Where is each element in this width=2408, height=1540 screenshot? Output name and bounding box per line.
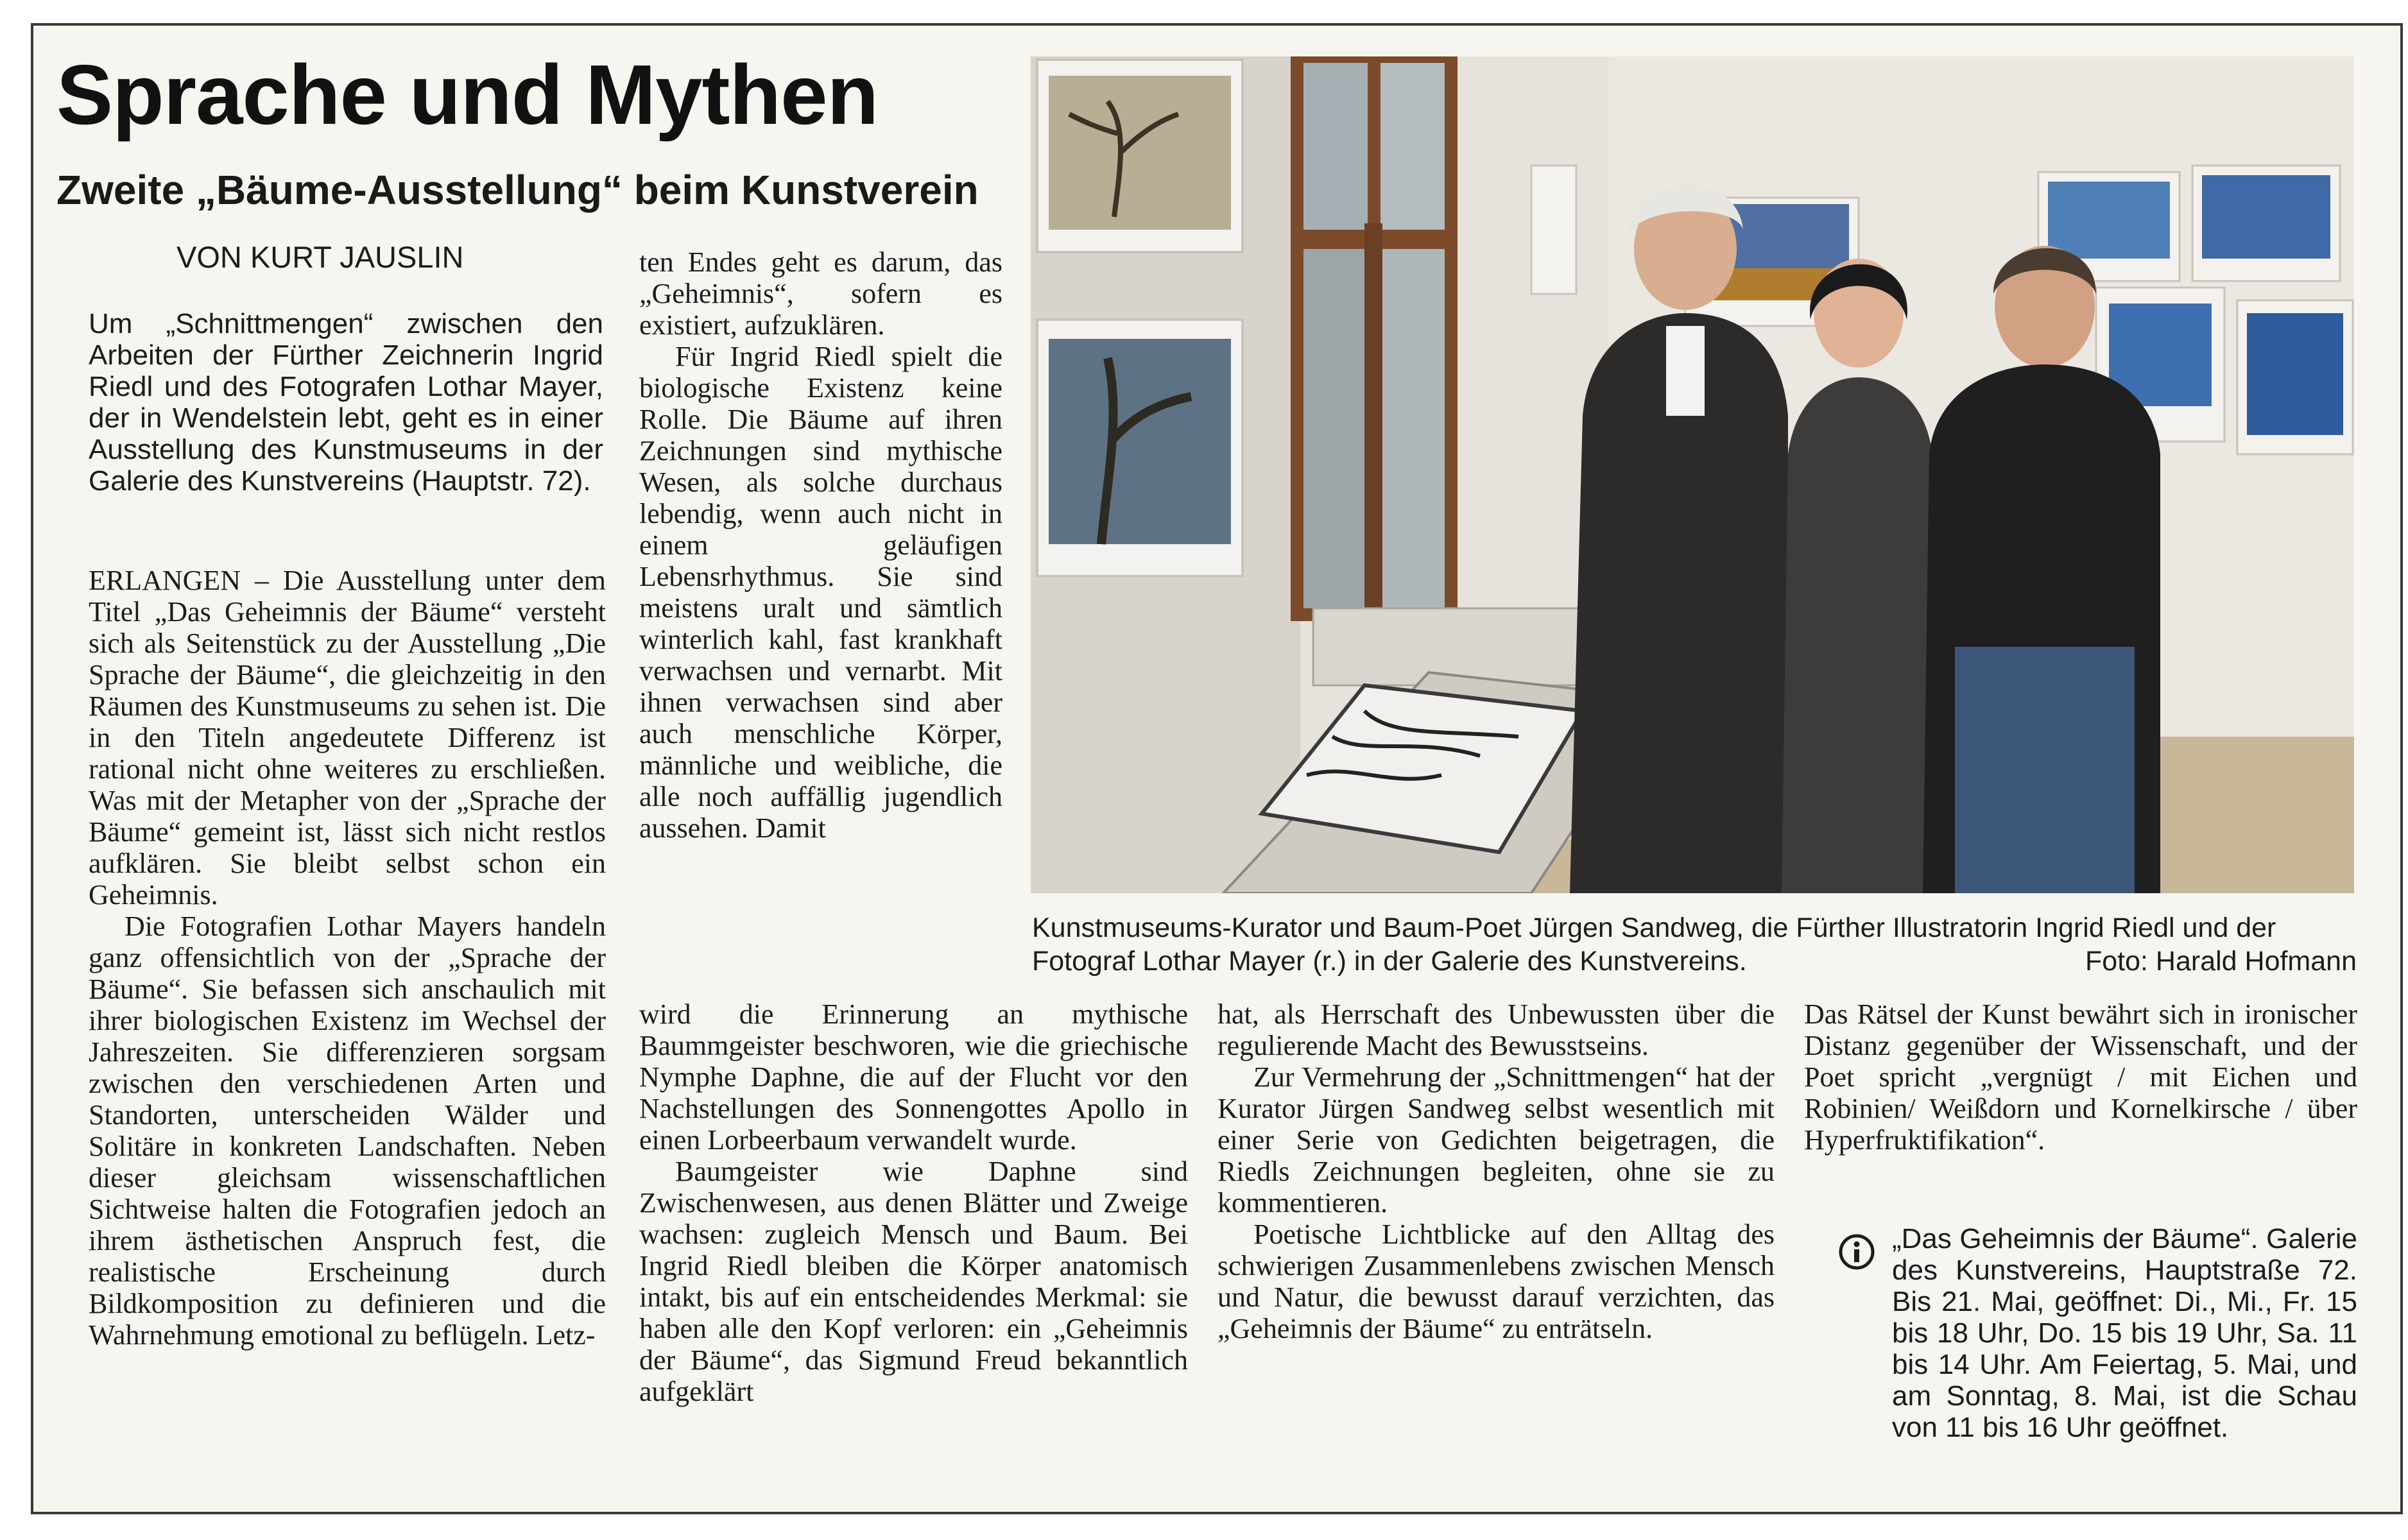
byline: VON KURT JAUSLIN [176,240,464,274]
exhibition-photo [1031,56,2354,893]
text-column-2 [639,246,1002,966]
caption-text: Kunstmuseums-Kurator und Baum-Poet Jürgen Sandweg, die Fürther Illustratorin Ingrid Riedl und der Fotograf Lothar Mayer (r.) in der Galerie des Kunstvereins. [1032,912,2276,977]
text-column-2-continued [639,998,1188,1489]
intro-paragraph: Um „Schnittmengen“ zwischen den Arbeiten der Fürther Zeichnerin Ingrid Riedl und des Fotografen Lothar Mayer, der in Wendelstein lebt, geht es in einer Ausstellung des Kunstmuseums in der Galerie des Kunstvereins (Hauptstr. 72). [89,308,603,497]
subheadline: Zweite „Bäume-Ausstellung“ beim Kunstverein [56,167,979,213]
body-paragraph: Für Ingrid Riedl spielt die biologische Existenz keine Rolle. Die Bäume auf ihren Zeichnungen sind mythische Wesen, als solche durchaus lebendig, wenn auch nicht in einem geläufigen Lebensrhythmus. Sie sind meistens uralt und sämtlich winterlich kahl, fast krankhaft verwachsen und vernarbt. Mit ihnen verwachsen sind aber auch menschliche Körper, männliche und weibliche, die alle noch auffällig jugendlich aussehen. Damit [639,341,1002,844]
body-paragraph: wird die Erinnerung an mythische Baummgeister beschworen, wie die griechische Nymphe Daphne, die auf der Flucht vor den Nachstellungen des Sonnengottes Apollo in einen Lorbeerbaum verwandelt wurde. [639,998,1188,1156]
photo-credit: Foto: Harald Hofmann [2085,946,2357,977]
body-paragraph: Baumgeister wie Daphne sind Zwischenwesen, aus denen Blätter und Zweige wachsen: zugleich Mensch und Baum. Bei Ingrid Riedl bleiben die Körper anatomisch intakt, bis auf ein entscheidendes Merkmal: sie haben alle den Kopf verloren: ein „Geheimnis der Bäume“, das Sigmund Freud bekanntlich aufgeklärt [639,1156,1188,1407]
photo-caption [1032,911,2357,978]
body-paragraph: Das Rätsel der Kunst bewährt sich in ironischer Distanz gegenüber der Wissenschaft, und der Poet spricht „vergnügt / mit Eichen und Robinien/ Weißdorn und Kornelkirsche / über Hyperfruktifikation“. [1804,998,2357,1156]
info-icon [1838,1233,1875,1270]
text-column-4 [1804,998,2357,1204]
info-box: „Das Geheimnis der Bäume“. Galerie des Kunstvereins, Hauptstraße 72. Bis 21. Mai, geöffnet: Di., Mi., Fr. 15 bis 18 Uhr, Do. 15 bis 19 Uhr, Sa. 11 bis 14 Uhr. Am Feiertag, 5. Mai, und am Sonntag, 8. Mai, ist die Schau von 11 bis 16 Uhr geöffnet. [1892,1223,2357,1443]
body-paragraph: ten Endes geht es darum, das „Geheimnis“, sofern es existiert, aufzuklären. [639,246,1002,341]
body-paragraph: Zur Vermehrung der „Schnittmengen“ hat der Kurator Jürgen Sandweg selbst wesentlich mit einer Serie von Gedichten beigetragen, die Riedls Zeichnungen begleiten, ohne sie zu kommentieren. [1217,1061,1775,1219]
photo-illustration [1031,56,2354,893]
body-paragraph: Poetische Lichtblicke auf den Alltag des schwierigen Zusammenlebens zwischen Mensch und Natur, die bewusst darauf verzichten, das „Geheimnis der Bäume“ zu enträtseln. [1217,1219,1775,1344]
body-paragraph: Die Fotografien Lothar Mayers handeln ganz offensichtlich von der „Sprache der Bäume“. Sie befassen sich anschaulich mit ihrer biologischen Existenz im Wechsel der Jahreszeiten. Sie differenzieren sorgsam zwischen den verschiedenen Arten und Standorten, unterscheiden Wälder und Solitäre in konkreten Landschaften. Neben dieser gleichsam wissenschaftlichen Sichtweise halten die Fotografien jedoch an ihrem ästhetischen Anspruch fest, die realistische Erscheinung durch Bildkomposition zu definieren und die Wahrnehmung emotional zu beflügeln. Letz- [89,911,606,1351]
headline: Sprache und Mythen [56,47,879,142]
body-paragraph: hat, als Herrschaft des Unbewussten über die regulierende Macht des Bewusstseins. [1217,998,1775,1061]
text-column-3 [1217,998,1775,1489]
text-column-1 [89,565,606,1489]
body-paragraph: ERLANGEN – Die Ausstellung unter dem Titel „Das Geheimnis der Bäume“ versteht sich als Seitenstück zu der Ausstellung „Die Sprache der Bäume“, die gleichzeitig in den Räumen des Kunstmuseums zu sehen ist. Die in den Titeln angedeutete Differenz ist rational nicht ohne weiteres zu erschließen. Was mit der Metapher von der „Sprache der Bäume“ gemeint ist, lässt sich nicht restlos aufklären. Sie bleibt selbst schon ein Geheimnis. [89,565,606,911]
